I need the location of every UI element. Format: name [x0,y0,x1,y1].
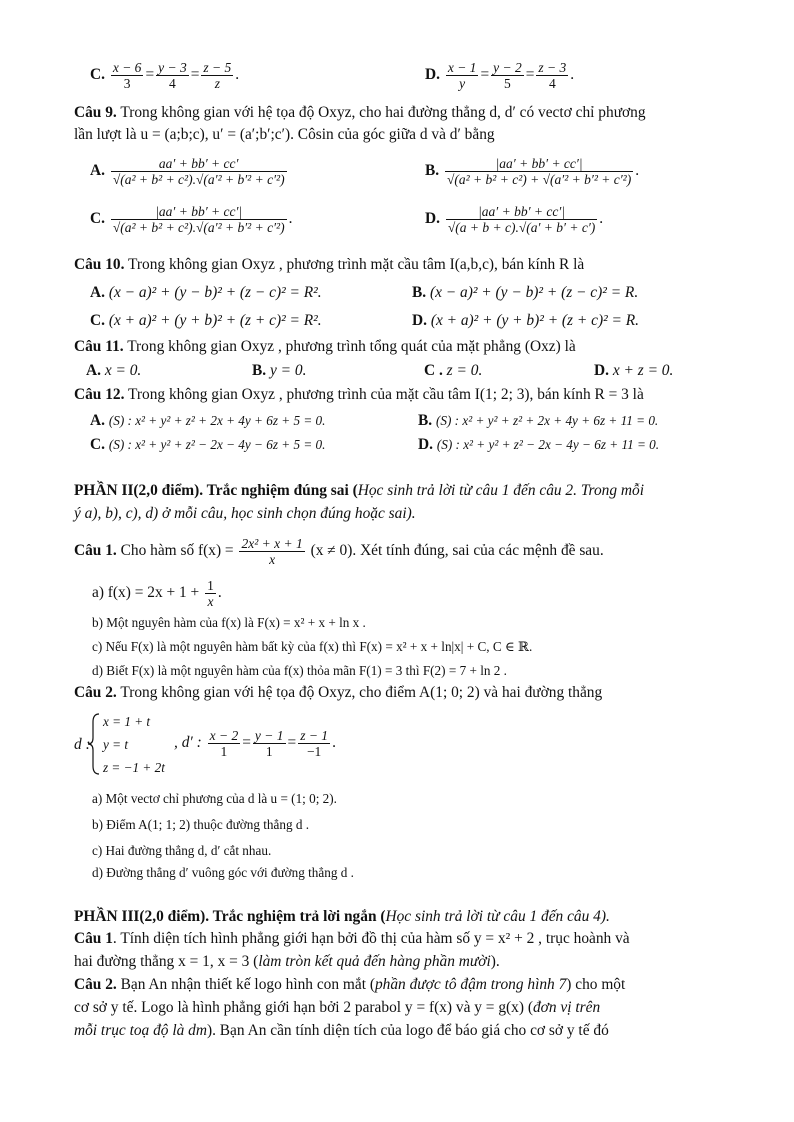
denominator: 3 [123,76,131,91]
option-label: C. [90,436,105,453]
question-number: Câu 2. [74,684,117,701]
option-label: A. [90,284,105,301]
option-text: (S) : x² + y² + z² − 2x − 4y − 6z + 11 = 0. [436,437,660,452]
question-note: đơn vị trên [532,999,601,1016]
q12-option-a [90,412,325,430]
option-label: C. [90,210,105,228]
q9-line1 [74,104,646,122]
numerator: aa′ + bb′ + cc′ [111,156,287,172]
q11-option-d [594,362,673,380]
question-number: Câu 2. [74,976,117,993]
fraction [111,60,144,91]
option-text: (x − a)² + (y − b)² + (z − c)² = R². [108,284,322,301]
numerator: 1 [207,578,214,593]
section-title: PHẦN II(2,0 điểm). Trắc nghiệm đúng sai ( [74,482,358,499]
fraction [253,728,286,759]
numerator: x − 1 [447,60,477,75]
part2-heading-line2: ý a), b), c), d) ở mỗi câu, học sinh chọn đúng hoặc sai). [74,505,416,522]
denominator: 1 [220,744,228,759]
question-number: Câu 12. [74,386,125,403]
option-label: A. [90,412,105,429]
part3-heading [74,908,610,926]
option-label: D. [425,210,440,228]
option-text: x + z = 0. [612,362,674,379]
q12-option-c [90,436,325,454]
part3-q2-line3 [74,1022,609,1040]
q12-option-d [418,436,659,454]
part2-q1-c: c) Nếu F(x) là một nguyên hàm bất kỳ của f(x) thì F(x) = x² + x + ln|x| + C, C ∈ ℝ. [92,639,533,654]
option-text: (x + a)² + (y + b)² + (z + c)² = R. [430,312,640,329]
question-number: Câu 10. [74,256,125,273]
section-instruction: Học sinh trả lời từ câu 1 đến câu 2. Trong mỗi [357,482,644,499]
option-label: C. [90,312,105,329]
q10-option-c [90,312,322,330]
option-label: D. [412,312,427,329]
fraction [111,156,287,187]
option-text: (x + a)² + (y + b)² + (z + c)² = R². [108,312,322,329]
q9-option-d: D. $\frac{|aa' + bb' + cc'|}{√(a + b + c).√(a' + b' + c')}$ . [425,204,604,235]
fraction [201,60,233,91]
question-text: cơ sở y tế. Logo là hình phẳng giới hạn bởi 2 parabol y = f(x) và y = g(x) ( [74,999,533,1016]
numerator: 2x² + x + 1 [241,536,303,551]
option-text: (x − a)² + (y − b)² + (z − c)² = R. [429,284,639,301]
q9-line2: lần lượt là u = (a;b;c), u′ = (a′;b′;c′). Côsin của góc giữa d và d′ bằng [74,126,495,143]
option-label: D. [418,436,433,453]
section-instruction: Học sinh trả lời từ câu 1 đến câu 4). [385,908,610,925]
option-text: x = 0. [104,362,142,379]
part2-q1-b: b) Một nguyên hàm của f(x) là F(x) = x² + x + ln x . [92,615,366,630]
question-note: làm tròn kết quả đến hàng phần mười [258,953,491,970]
question-text: Bạn An nhận thiết kế logo hình con mắt ( [120,976,375,993]
line-d-label: d : [74,736,91,753]
statement-text: a) f(x) = 2x + 1 + [92,584,200,602]
question-text: . Tính diện tích hình phẳng giới hạn bởi đồ thị của hàm số y = x² + 2 , trục hoành và [112,930,630,947]
denominator: y [459,76,466,91]
q9-option-b: B. $\frac{|aa' + bb' + cc'|}{\text{√(a² + b² + c²) + √(a′² + b′² + c′²)}}$ . [425,156,640,187]
q8-option-d: D. $\frac{x - 1}{y}$ = $\frac{y - 2}{5}$ = $\frac{z - 3}{4}$ . [425,60,575,91]
part3-q2-line2 [74,999,600,1017]
option-label: D. [425,66,440,84]
system-eq2: y = t [103,737,129,752]
denominator: x [269,552,276,567]
option-label: C . [424,362,443,379]
fraction [208,728,241,759]
option-label: B. [418,412,433,429]
denominator: 1 [265,744,273,759]
q8-option-c: C. $\frac{x - 6}{3}$ = $\frac{y - 3}{4}$ = $\frac{z - 5}{z}$ . [90,60,240,91]
part2-q1-a: a) f(x) = 2x + 1 + $\frac{1}{x}$ . [92,578,222,609]
question-note: phần được tô đậm trong hình 7 [374,976,567,993]
numerator: |aa′ + bb′ + cc′| [446,204,597,220]
part2-q1-stem [74,536,604,567]
system-eq1: x = 1 + t [103,714,151,729]
denominator: x [207,594,214,609]
question-text: hai đường thẳng x = 1, x = 3 ( [74,953,259,970]
fraction [446,204,597,235]
numerator: z − 3 [538,60,567,75]
part2-q1-d: d) Biết F(x) là một nguyên hàm của f(x) thỏa mãn F(1) = 3 thì F(2) = 7 + ln 2 . [92,663,507,678]
part2-q2-d: d) Đường thẳng d′ vuông góc với đường thẳng d . [92,865,354,880]
denominator: 4 [169,76,176,91]
numerator: y − 1 [254,728,284,743]
option-label: A. [90,162,105,180]
option-label: C. [90,66,105,84]
denominator: 5 [504,76,511,91]
option-text: (S) : x² + y² + z² + 2x + 4y + 6z + 11 = 0. [435,413,659,428]
question-number: Câu 9. [74,104,117,121]
question-text: Cho hàm số f(x) = [120,542,234,560]
numerator: x − 2 [209,728,239,743]
denominator: z [214,76,220,91]
question-text: ) cho một [566,976,626,993]
line-label: , d′ : [174,734,202,752]
question-text: Trong không gian Oxyz , phương trình của mặt cầu tâm I(1; 2; 3), bán kính R = 3 là [128,386,644,403]
fraction [298,728,330,759]
part2-heading [74,482,644,500]
q10-stem [74,256,584,274]
line-dprime: , d′ : $\frac{x - 2}{1}$ = $\frac{y - 1}{1}$ = $\frac{z - 1}{-1}$ . [174,728,336,759]
part2-q2-a: a) Một vectơ chỉ phương của d là u = (1; 0; 2). [92,791,337,806]
numerator: z − 1 [300,728,329,743]
fraction [205,578,216,609]
option-label: B. [412,284,427,301]
question-number: Câu 1 [74,930,113,947]
fraction [156,60,189,91]
q10-option-a [90,284,322,302]
fraction [111,204,287,235]
numerator: y − 2 [493,60,522,75]
denominator: √(a² + b² + c²).√(a′² + b′² + c′²) [112,220,285,235]
q9-option-a [90,156,289,187]
numerator: |aa′ + bb′ + cc′| [445,156,633,172]
denominator: √(a² + b² + c²).√(a′² + b′² + c′²) [112,172,285,187]
question-text: Trong không gian Oxyz , phương trình mặt cầu tâm I(a,b,c), bán kính R là [128,256,585,273]
numerator: z − 5 [203,60,232,75]
fraction [445,156,633,187]
fraction [491,60,524,91]
denominator: 4 [548,76,556,91]
option-text: y = 0. [269,362,307,379]
option-label: D. [594,362,609,379]
question-text: (x ≠ 0). Xét tính đúng, sai của các mệnh đề sau. [310,542,604,560]
part3-q1-line2 [74,953,500,971]
part2-q2-c: c) Hai đường thẳng d, d′ cắt nhau. [92,843,272,858]
fraction [446,60,479,91]
numerator: x − 6 [112,60,142,75]
question-number: Câu 11. [74,338,124,355]
numerator: |aa′ + bb′ + cc′| [111,204,287,220]
question-text: Trong không gian Oxyz , phương trình tổng quát của mặt phẳng (Oxz) là [127,338,576,355]
q11-option-a [86,362,141,380]
system-brace [87,712,101,776]
denominator: √(a + b + c).√(a′ + b′ + c′) [447,220,596,235]
q12-stem [74,386,644,404]
fraction [239,536,304,567]
fraction [536,60,568,91]
question-number: Câu 1. [74,542,117,560]
q11-option-c [424,362,482,380]
part2-q2-b: b) Điểm A(1; 1; 2) thuộc đường thẳng d . [92,817,310,832]
part2-q2-stem [74,684,602,702]
option-text: z = 0. [446,362,483,379]
q10-option-b [412,284,638,302]
part3-q1-line1 [74,930,630,948]
system-eq3: z = −1 + 2t [103,760,165,775]
question-text: ). Bạn An cần tính diện tích của logo để báo giá cho cơ sở y tế đó [206,1022,609,1039]
option-label: B. [425,162,440,180]
question-note: mỗi trục toạ độ là dm [74,1022,207,1039]
section-title: PHẦN III(2,0 điểm). Trắc nghiệm trả lời ngắn ( [74,908,386,925]
option-text: (S) : x² + y² + z² + 2x + 4y + 6z + 5 = 0. [108,413,326,428]
question-text: Trong không gian với hệ tọa độ Oxyz, cho hai đường thẳng d, d′ có vectơ chỉ phương [120,104,646,121]
q11-option-b [252,362,306,380]
q10-option-d [412,312,639,330]
q11-stem [74,338,576,356]
denominator: −1 [306,744,322,759]
part3-q2-line1 [74,976,625,994]
question-text: Trong không gian với hệ tọa độ Oxyz, cho điểm A(1; 0; 2) và hai đường thẳng [120,684,603,701]
q9-option-c: C. $\frac{|aa' + bb' + cc'|}{\text{√(a² + b² + c²).√(a′² + b′² + c′²)}}$ . [90,204,293,235]
denominator: √(a² + b² + c²) + √(a′² + b′² + c′²) [446,172,632,187]
numerator: y − 3 [158,60,187,75]
option-label: A. [86,362,101,379]
q12-option-b [418,412,658,430]
option-text: (S) : x² + y² + z² − 2x − 4y − 6z + 5 = 0. [108,437,326,452]
option-label: B. [252,362,267,379]
question-text: ). [490,953,500,970]
